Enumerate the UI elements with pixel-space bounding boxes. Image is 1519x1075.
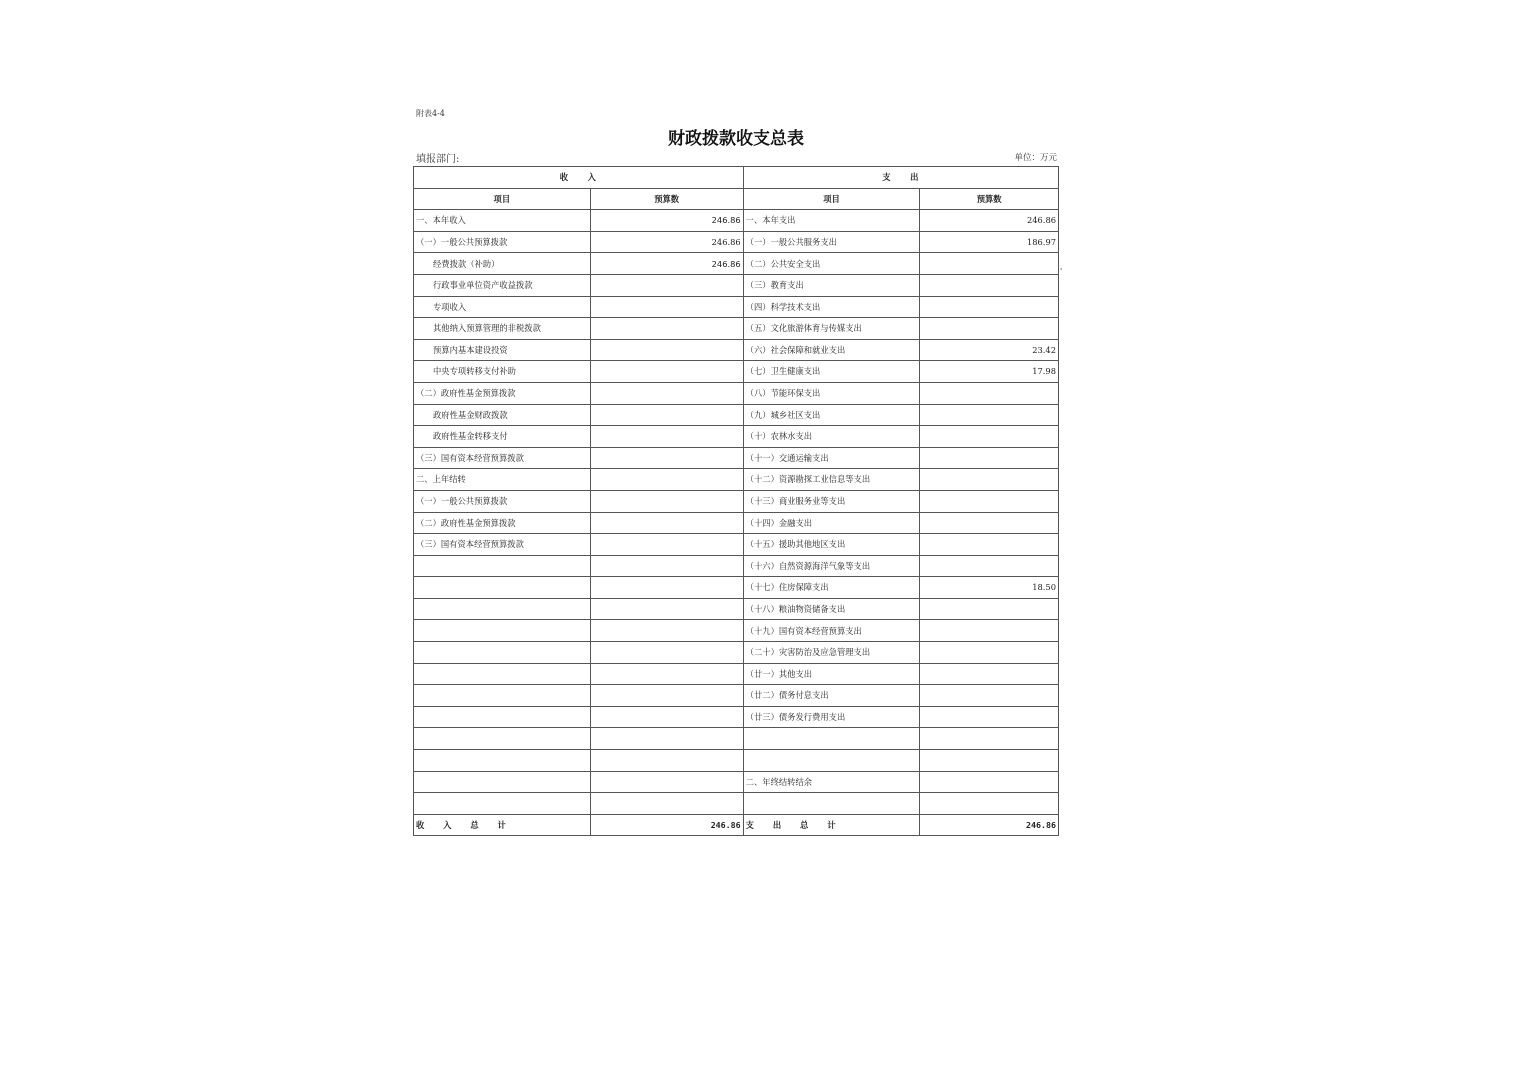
expense-item-cell: （九）城乡社区支出 — [743, 404, 920, 426]
expense-item-cell — [743, 750, 920, 772]
income-item-cell — [414, 793, 591, 815]
expense-value-cell — [920, 728, 1059, 750]
income-item-cell: （二）政府性基金预算拨款 — [414, 382, 591, 404]
expense-item-cell: （廿二）债务付息支出 — [743, 685, 920, 707]
expense-item-cell — [743, 728, 920, 750]
income-item-cell: 一、本年收入 — [414, 210, 591, 232]
expense-item-cell: （十六）自然资源海洋气象等支出 — [743, 555, 920, 577]
unit-label: 单位：万元 — [1014, 153, 1057, 163]
expense-value-cell — [920, 642, 1059, 664]
table-row — [414, 728, 1059, 750]
income-item-cell: 中央专项转移支付补助 — [414, 361, 591, 383]
income-value-cell — [590, 361, 743, 383]
income-item-cell — [414, 706, 591, 728]
income-value-cell — [590, 663, 743, 685]
expense-item-header: 项目 — [743, 188, 920, 210]
expense-value-cell: 23.42 — [920, 339, 1059, 361]
expense-value-cell — [920, 598, 1059, 620]
income-item-cell — [414, 728, 591, 750]
income-value-cell: 246.86 — [590, 253, 743, 275]
expense-value-cell — [920, 750, 1059, 772]
table-row — [414, 426, 1059, 448]
expense-item-cell: （十）农林水支出 — [743, 426, 920, 448]
income-value-cell — [590, 447, 743, 469]
expense-item-cell: （八）节能环保支出 — [743, 382, 920, 404]
expense-value-cell — [920, 296, 1059, 318]
income-item-cell: （一）一般公共预算拨款 — [414, 490, 591, 512]
income-item-cell — [414, 577, 591, 599]
expense-value-cell — [920, 447, 1059, 469]
table-row — [414, 685, 1059, 707]
expense-value-cell: 17.98 — [920, 361, 1059, 383]
income-item-cell: 专项收入 — [414, 296, 591, 318]
income-value-cell — [590, 274, 743, 296]
income-item-cell — [414, 620, 591, 642]
income-item-cell: 预算内基本建设投资 — [414, 339, 591, 361]
expense-value-cell — [920, 274, 1059, 296]
income-item-cell: （三）国有资本经营预算拨款 — [414, 534, 591, 556]
income-section-header: 收 入 — [414, 167, 744, 189]
table-row — [414, 339, 1059, 361]
expense-value-cell — [920, 555, 1059, 577]
expense-item-cell: 二、年终结转结余 — [743, 771, 920, 793]
expense-value-cell — [920, 663, 1059, 685]
table-row — [414, 404, 1059, 426]
income-value-cell — [590, 598, 743, 620]
income-value-cell — [590, 490, 743, 512]
table-row — [414, 577, 1059, 599]
expense-item-cell: （十三）商业服务业等支出 — [743, 490, 920, 512]
income-item-header: 项目 — [414, 188, 591, 210]
income-item-cell: 二、上年结转 — [414, 469, 591, 491]
total-row — [414, 814, 1059, 836]
table-row — [414, 598, 1059, 620]
page-title: 财政拨款收支总表 — [668, 129, 804, 149]
expense-item-cell: （一）一般公共服务支出 — [743, 231, 920, 253]
income-value-cell — [590, 512, 743, 534]
expense-section-header: 支 出 — [743, 167, 1058, 189]
income-total-label: 收 入 总 计 — [414, 814, 591, 836]
table-row — [414, 750, 1059, 772]
income-value-cell: 246.86 — [590, 231, 743, 253]
income-item-cell: 政府性基金财政拨款 — [414, 404, 591, 426]
expense-item-cell: （十五）援助其他地区支出 — [743, 534, 920, 556]
table-row — [414, 231, 1059, 253]
income-item-cell — [414, 750, 591, 772]
expense-value-cell — [920, 706, 1059, 728]
expense-value-cell — [920, 793, 1059, 815]
income-item-cell — [414, 771, 591, 793]
expense-value-cell — [920, 771, 1059, 793]
column-header-row — [414, 188, 1059, 210]
income-value-cell — [590, 771, 743, 793]
income-value-cell — [590, 318, 743, 340]
income-value-cell — [590, 382, 743, 404]
income-value-cell — [590, 728, 743, 750]
table-row — [414, 771, 1059, 793]
expense-item-cell: （廿一）其他支出 — [743, 663, 920, 685]
table-row — [414, 663, 1059, 685]
expense-value-cell — [920, 490, 1059, 512]
expense-item-cell — [743, 793, 920, 815]
table-row — [414, 642, 1059, 664]
income-item-cell: （二）政府性基金预算拨款 — [414, 512, 591, 534]
income-item-cell: （三）国有资本经营预算拨款 — [414, 447, 591, 469]
table-row — [414, 706, 1059, 728]
table-row — [414, 490, 1059, 512]
expense-item-cell: （三）教育支出 — [743, 274, 920, 296]
expense-item-cell: （二十）灾害防治及应急管理支出 — [743, 642, 920, 664]
income-item-cell — [414, 642, 591, 664]
income-value-cell — [590, 296, 743, 318]
table-row — [414, 793, 1059, 815]
expense-item-cell: （四）科学技术支出 — [743, 296, 920, 318]
expense-item-cell: 一、本年支出 — [743, 210, 920, 232]
expense-item-cell: （十一）交通运输支出 — [743, 447, 920, 469]
table-row — [414, 512, 1059, 534]
expense-value-cell — [920, 253, 1059, 275]
income-value-cell: 246.86 — [590, 210, 743, 232]
income-value-cell — [590, 339, 743, 361]
expense-value-cell — [920, 469, 1059, 491]
income-item-cell: 政府性基金转移支付 — [414, 426, 591, 448]
income-value-cell — [590, 750, 743, 772]
expense-value-cell — [920, 426, 1059, 448]
stray-mark: ' — [1060, 267, 1063, 276]
income-value-cell — [590, 706, 743, 728]
expense-value-cell — [920, 512, 1059, 534]
expense-item-cell: （五）文化旅游体育与传媒支出 — [743, 318, 920, 340]
table-row — [414, 318, 1059, 340]
income-value-cell — [590, 534, 743, 556]
expense-item-cell: （六）社会保障和就业支出 — [743, 339, 920, 361]
department-label: 填报部门: — [416, 154, 460, 165]
income-budget-header: 预算数 — [590, 188, 743, 210]
attachment-label: 附表4-4 — [416, 109, 445, 118]
expense-item-cell: （二）公共安全支出 — [743, 253, 920, 275]
income-value-cell — [590, 404, 743, 426]
table-row — [414, 620, 1059, 642]
income-total-value: 246.86 — [590, 814, 743, 836]
expense-item-cell: （七）卫生健康支出 — [743, 361, 920, 383]
expense-value-cell: 18.50 — [920, 577, 1059, 599]
expense-value-cell — [920, 382, 1059, 404]
expense-value-cell: 246.86 — [920, 210, 1059, 232]
expense-item-cell: （十四）金融支出 — [743, 512, 920, 534]
expense-item-cell: （十八）粮油物资储备支出 — [743, 598, 920, 620]
income-item-cell: 其他纳入预算管理的非税拨款 — [414, 318, 591, 340]
expense-value-cell: 186.97 — [920, 231, 1059, 253]
income-value-cell — [590, 685, 743, 707]
income-value-cell — [590, 793, 743, 815]
expense-value-cell — [920, 620, 1059, 642]
expense-value-cell — [920, 534, 1059, 556]
income-item-cell — [414, 555, 591, 577]
expense-total-label: 支 出 总 计 — [743, 814, 920, 836]
income-value-cell — [590, 469, 743, 491]
table-row — [414, 210, 1059, 232]
income-item-cell — [414, 663, 591, 685]
expense-item-cell: （十九）国有资本经营预算支出 — [743, 620, 920, 642]
expense-value-cell — [920, 404, 1059, 426]
table-row — [414, 534, 1059, 556]
expense-total-value: 246.86 — [920, 814, 1059, 836]
expense-value-cell — [920, 318, 1059, 340]
income-value-cell — [590, 426, 743, 448]
table-row — [414, 469, 1059, 491]
table-row — [414, 382, 1059, 404]
expense-item-cell: （十七）住房保障支出 — [743, 577, 920, 599]
income-item-cell: 行政事业单位资产收益拨款 — [414, 274, 591, 296]
table-row — [414, 555, 1059, 577]
income-value-cell — [590, 642, 743, 664]
expense-budget-header: 预算数 — [920, 188, 1059, 210]
table-row — [414, 296, 1059, 318]
income-value-cell — [590, 577, 743, 599]
income-item-cell — [414, 598, 591, 620]
table-body — [414, 167, 1059, 836]
table-row — [414, 447, 1059, 469]
section-header-row — [414, 167, 1059, 189]
table-row — [414, 361, 1059, 383]
expense-item-cell: （十二）资源勘探工业信息等支出 — [743, 469, 920, 491]
table-row — [414, 274, 1059, 296]
income-value-cell — [590, 620, 743, 642]
income-item-cell: （一）一般公共预算拨款 — [414, 231, 591, 253]
income-item-cell — [414, 685, 591, 707]
income-value-cell — [590, 555, 743, 577]
expense-item-cell: （廿三）债务发行费用支出 — [743, 706, 920, 728]
expense-value-cell — [920, 685, 1059, 707]
table-row — [414, 253, 1059, 275]
budget-table — [413, 166, 1059, 836]
income-item-cell: 经费拨款（补助） — [414, 253, 591, 275]
